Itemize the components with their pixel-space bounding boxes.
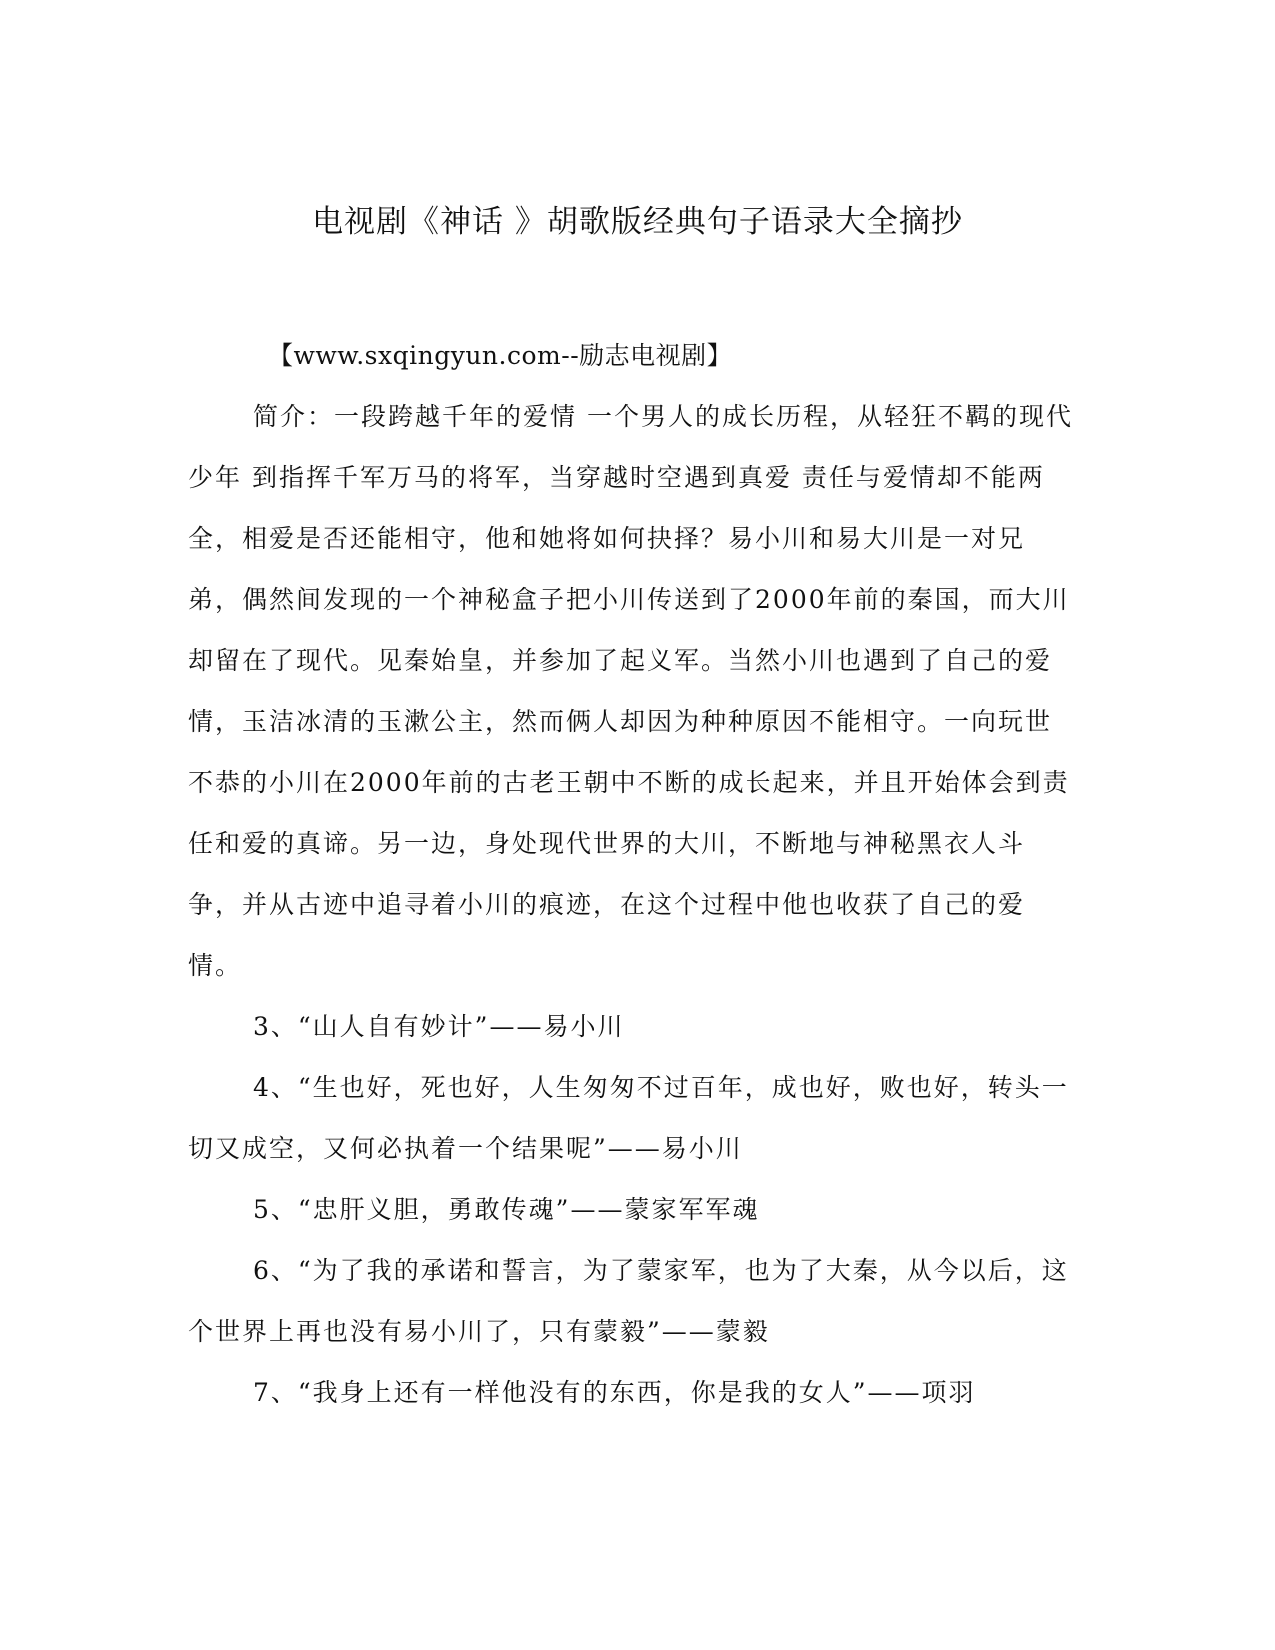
quote-7: 7、“我身上还有一样他没有的东西，你是我的女人”——项羽 [253,1378,976,1407]
source-tag: 【www.sxqingyun.com--励志电视剧】 [268,341,733,370]
quote-4: 4、“生也好，死也好，人生匆匆不过百年，成也好，败也好，转头一切又成空，又何必执着一个结果呢”——易小川 [188,1073,1069,1163]
quote-6: 6、“为了我的承诺和誓言，为了蒙家军，也为了大秦，从今以后，这个世界上再也没有易小川了，只有蒙毅”——蒙毅 [188,1256,1069,1346]
intro-paragraph: 简介：一段跨越千年的爱情 一个男人的成长历程，从轻狂不羁的现代少年 到指挥千军万马的将军，当穿越时空遇到真爱 责任与爱情却不能两全，相爱是否还能相守，他和她将如何抉择？易小川和易大川是一对兄弟，偶然间发现的一个神秘盒子把小川传送到了2000年前的秦国，而大川却留在了现代。见秦始皇，并参加了起义军。当然小川也遇到了自己的爱情，玉洁冰清的玉漱公主，然而俩人却因为种种原因不能相守。一向玩世不恭的小川在2000年前的古老王朝中不断的成长起来，并且开始体会到责任和爱的真谛。另一边，身处现代世界的大川，不断地与神秘黑衣人斗争，并从古迹中追寻着小川的痕迹，在这个过程中他也收获了自己的爱情。 [188,402,1073,980]
quote-5: 5、“忠肝义胆，勇敢传魂”——蒙家军军魂 [253,1195,760,1224]
quote-3: 3、“山人自有妙计”——易小川 [253,1012,625,1041]
document-title: 电视剧《神话 》胡歌版经典句子语录大全摘抄 [312,204,963,240]
document-body [188,325,1073,1423]
